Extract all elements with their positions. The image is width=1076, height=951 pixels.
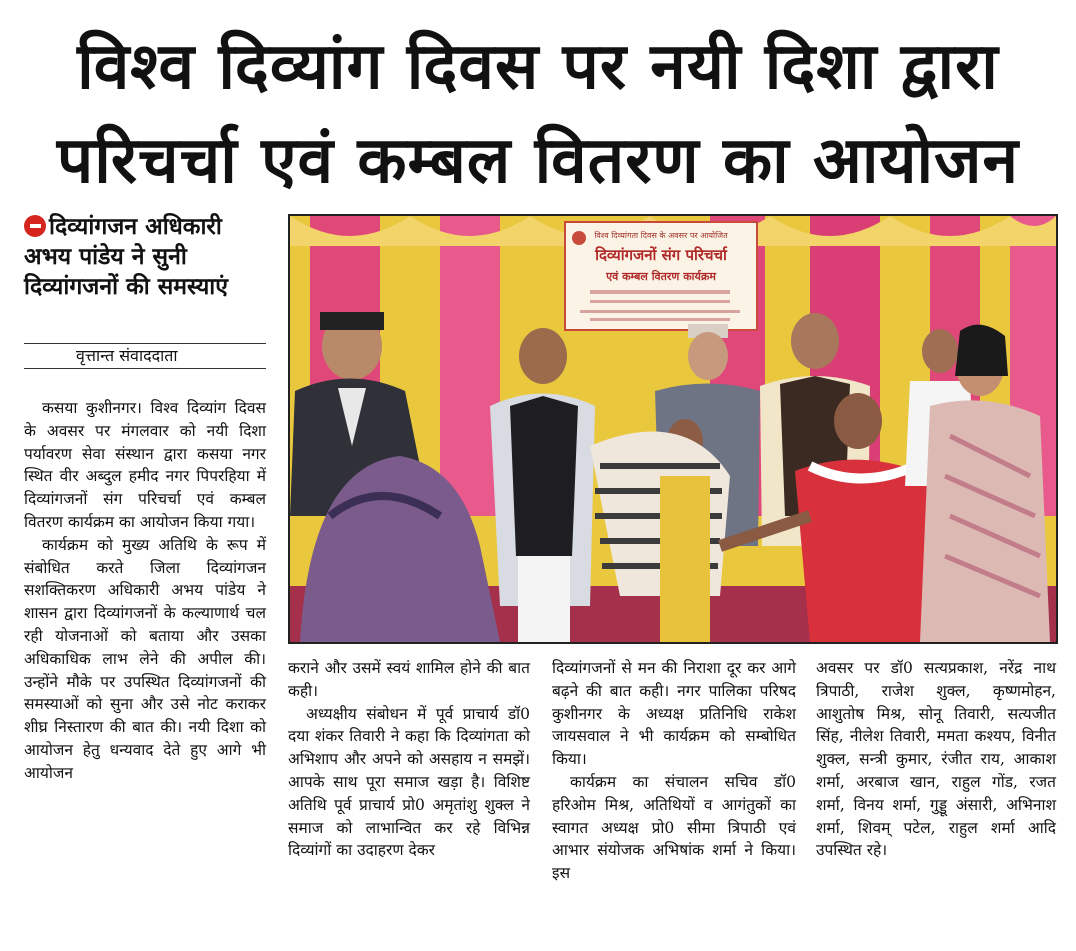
paragraph: अवसर पर डॉ0 सत्यप्रकाश, नरेंद्र नाथ त्रिपाठी, राजेश शुक्ल, कृष्णमोहन, आशुतोष मिश्र, सोनू तिवारी, सत्यजीत सिंह, नीलेश तिवारी, ममता कश्यप, विनीत शुक्ल, सन्त्री कुमार, रंजीत राय, आकाश शर्मा, अरबाज खान, राहुल गोंड, रजत शर्मा, विनय शर्मा, गुड्डू अंसारी, अभिनाश शर्मा, शिवम् पटेल, राहुल शर्मा आदि उपस्थित रहे। (816, 659, 1056, 860)
event-photo (288, 214, 1058, 644)
subheadline: दिव्यांगजन अधिकारी अभय पांडेय ने सुनी दिव्यांगजनों की समस्याएं (24, 214, 228, 300)
banner-top-line: विश्व दिव्यांगता दिवस के अवसर पर आयोजित (594, 231, 728, 240)
article-column-3 (552, 657, 796, 885)
byline-rule (24, 343, 266, 369)
article-column-2 (288, 657, 530, 862)
paragraph: दिव्यांगजनों से मन की निराशा दूर कर आगे बढ़ने की बात कही। नगर पालिका परिषद कुशीनगर के अध्यक्ष प्रतिनिधि राकेश जायसवाल ने भी कार्यक्रम को सम्बोधित किया। (552, 659, 796, 769)
event-photo-illustration (290, 216, 1056, 642)
paragraph: कसया कुशीनगर। विश्व दिव्यांग दिवस के अवसर पर मंगलवार को नयी दिशा पर्यावरण सेवा संस्थान द्वारा कसया नगर स्थित वीर अब्दुल हमीद नगर पिपरहिया में दिव्यांगजनों संग परिचर्चा एवं कम्बल वितरण कार्यक्रम का आयोजन किया गया। (24, 399, 266, 531)
headline-line-2: परिचर्चा एवं कम्बल वितरण का आयोजन (56, 124, 1020, 198)
paragraph: कराने और उसमें स्वयं शामिल होने की बात कही। (288, 659, 530, 700)
article-column-4 (816, 657, 1056, 862)
banner-subtitle: एवं कम्बल वितरण कार्यक्रम (606, 270, 716, 283)
paragraph: कार्यक्रम का संचालन सचिव डॉ0 हरिओम मिश्र, अतिथियों व आगंतुकों का स्वागत अध्यक्ष प्रो0 सीमा त्रिपाठी एवं आभार संयोजक अभिषांक शर्मा ने किया। इस (552, 772, 796, 883)
arrow-bullet-icon (24, 215, 46, 237)
paragraph: कार्यक्रम को मुख्य अतिथि के रूप में संबोधित करते जिला दिव्यांगजन सशक्तिकरण अधिकारी अभय पांडेय ने शासन द्वारा दिव्यांगजनों के कल्याणार्थ चल रही योजनाओं को बताया और उसका अधिकाधिक लाभ लेने की अपील की। उन्होंने मौके पर उपस्थित दिव्यांगजनों की समस्याओं को सुना और उसे नोट कराकर शीघ्र निस्तारण की बात की। नयी दिशा को आयोजन हेतु धन्यवाद देते हुए आगे भी आयोजन (24, 535, 266, 782)
subheadline-block (24, 212, 270, 302)
paragraph: अध्यक्षीय संबोधन में पूर्व प्राचार्य डॉ0 दया शंकर तिवारी ने कहा कि दिव्यांगता को अभिशाप और अपने को असहाय न समझें। आपके साथ पूरा समाज खड़ा है। विशिष्ट अतिथि पूर्व प्राचार्य प्रो0 अमृतांशु शुक्ल ने समाज को लाभान्वित कर रहे विभिन्न दिव्यांगों का उदाहरण देकर (288, 704, 530, 860)
headline-line-1: विश्व दिव्यांग दिवस पर नयी दिशा द्वारा (77, 30, 999, 104)
byline: वृत्तान्त संवाददाता (72, 346, 182, 366)
banner-title: दिव्यांगजनों संग परिचर्चा (595, 246, 727, 264)
article-column-1 (24, 397, 266, 785)
